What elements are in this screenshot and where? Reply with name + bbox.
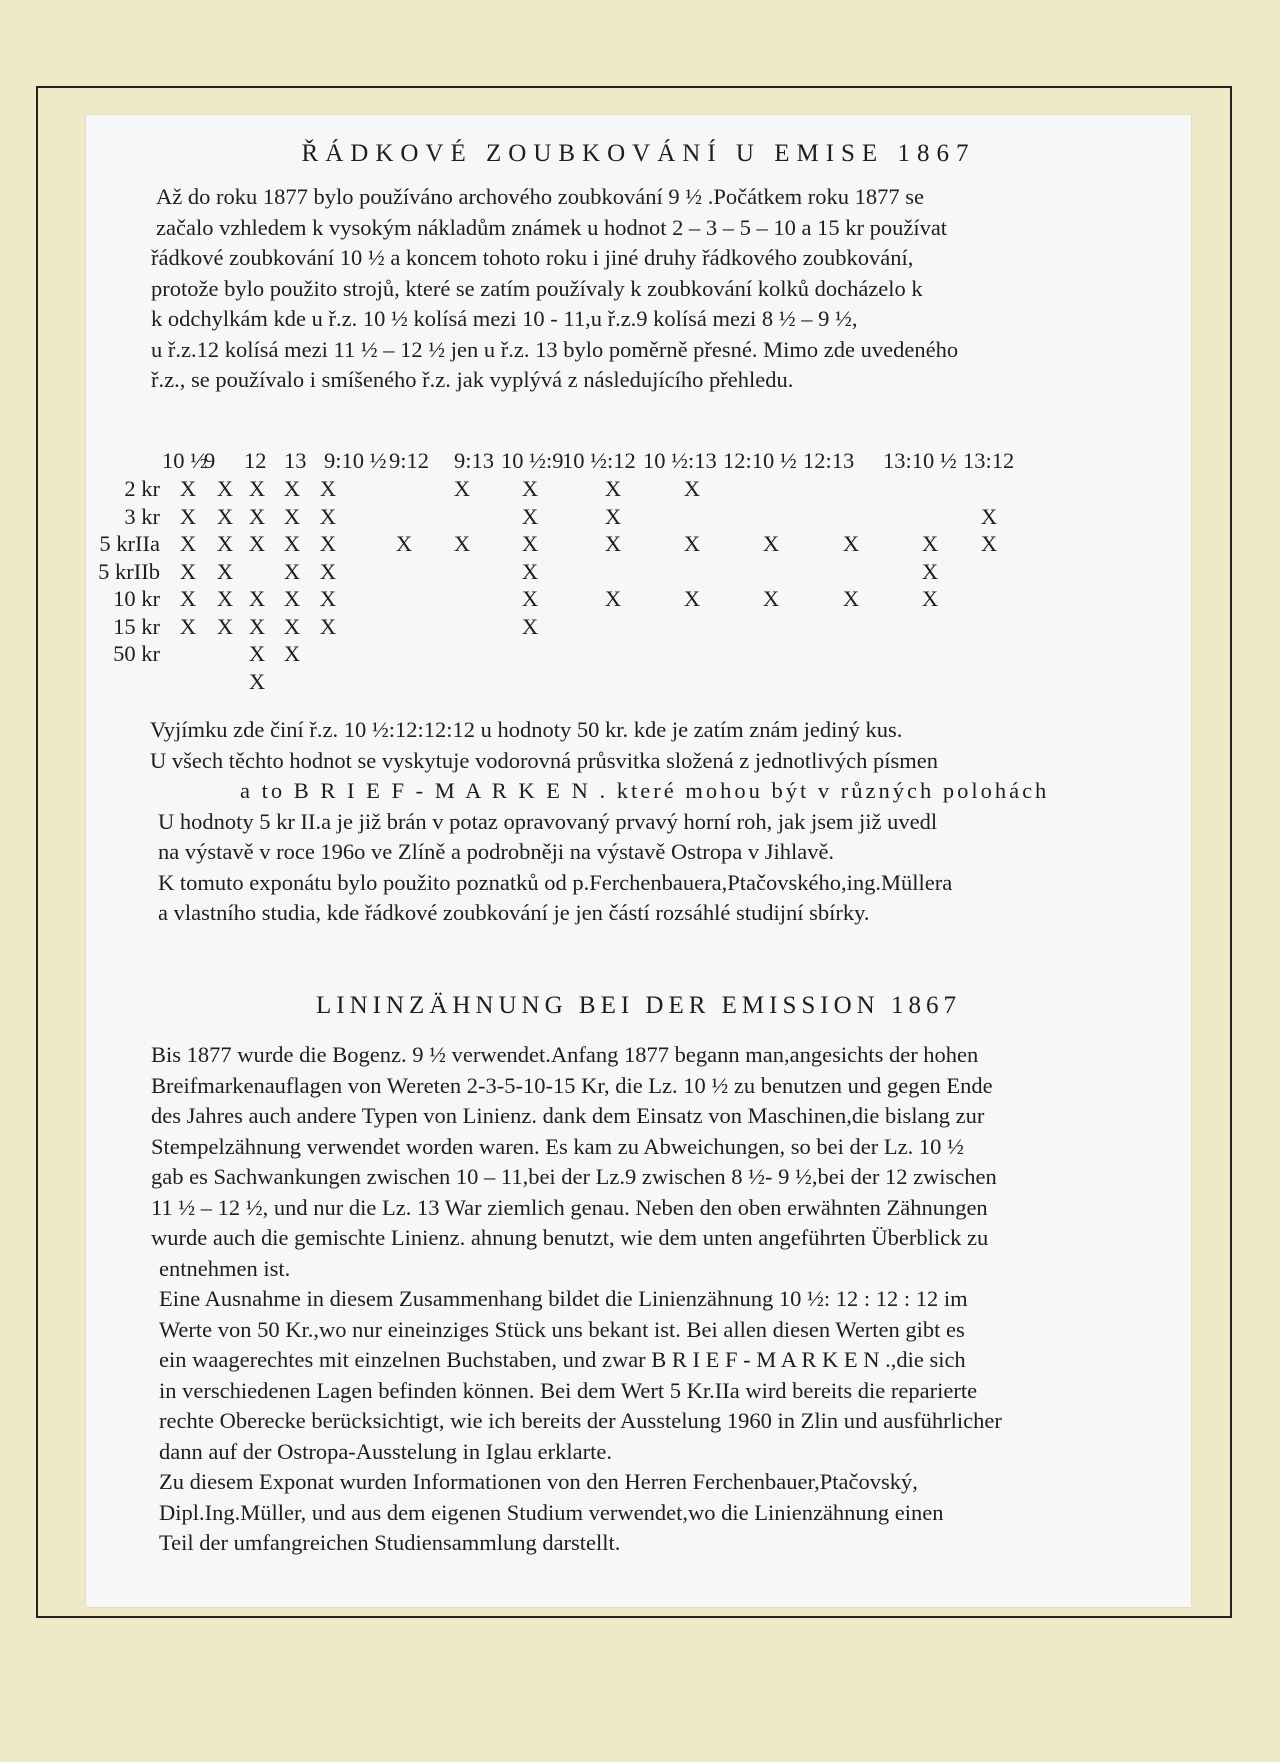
table-mark: X	[319, 503, 337, 529]
table-mark: X	[842, 531, 860, 556]
german-line: Breifmarkenauflagen von Wereten 2-3-5-10-15 Kr, die Lz. 10 ½ zu benutzen und gegen Ende	[151, 1072, 993, 1098]
table-mark: X	[248, 531, 266, 556]
table-mark: X	[921, 586, 939, 611]
column-header: 9:10 ½	[324, 448, 387, 473]
table-mark: X	[980, 503, 998, 529]
exhibit-sheet	[86, 115, 1191, 1607]
table-mark: X	[604, 531, 622, 556]
german-line: 11 ½ – 12 ½, und nur die Lz. 13 War ziemlich genau. Neben den oben erwähnten Zähnungen	[151, 1194, 988, 1220]
table-mark: X	[453, 531, 471, 556]
czech-intro-line: protože bylo použito strojů, které se zatím používaly k zoubkování kolků docházelo k	[151, 275, 923, 301]
german-line: rechte Oberecke berücksichtigt, wie ich bereits der Ausstelung 1960 in Zlin und ausführlicher	[159, 1408, 1002, 1433]
german-line: ein waagerechtes mit einzelnen Buchstaben, und zwar B R I E F - M A R K E N .,die sich	[159, 1347, 966, 1372]
table-mark: X	[248, 668, 266, 694]
table-mark: X	[521, 586, 539, 611]
german-line: Zu diesem Exponat wurden Informationen von den Herren Ferchenbauer,Ptačovský,	[159, 1469, 918, 1494]
row-label: 5 krIIb	[98, 558, 160, 584]
table-mark: X	[216, 531, 234, 556]
table-mark: X	[921, 558, 939, 584]
row-label: 2 kr	[124, 476, 160, 501]
table-mark: X	[319, 613, 337, 639]
german-title: LININZÄHNUNG BEI DER EMISSION 1867	[316, 992, 961, 1019]
table-mark: X	[283, 503, 301, 529]
czech-closing-line: Vyjímku zde činí ř.z. 10 ½:12:12:12 u hodnoty 50 kr. kde je zatím znám jediný kus.	[150, 717, 903, 742]
table-mark: X	[248, 586, 266, 611]
table-mark: X	[683, 586, 701, 611]
table-mark: X	[283, 558, 301, 584]
table-mark: X	[521, 613, 539, 639]
czech-closing-line: a to B R I E F - M A R K E N . které mohou být v různých polohách	[240, 778, 1050, 803]
table-mark: X	[179, 476, 197, 501]
table-mark: X	[216, 476, 234, 501]
czech-intro-paragraph	[151, 182, 958, 396]
column-header: 12:13	[803, 448, 855, 473]
row-label: 3 kr	[124, 503, 160, 529]
german-line: gab es Sachwankungen zwischen 10 – 11,bei der Lz.9 zwischen 8 ½- 9 ½,bei der 12 zwischen	[151, 1164, 997, 1189]
german-paragraph	[151, 1040, 1002, 1559]
czech-intro-line: začalo vzhledem k vysokým nákladům známek u hodnot 2 – 3 – 5 – 10 a 15 kr používat	[156, 214, 948, 240]
czech-intro-line: řádkové zoubkování 10 ½ a koncem tohoto roku i jiné druhy řádkového zoubkování,	[151, 245, 914, 270]
table-mark: X	[283, 613, 301, 639]
column-header: 9:13	[454, 448, 495, 473]
german-line: Werte von 50 Kr.,wo nur eineinziges Stück uns bekant ist. Bei allen diesen Werten gibt es	[159, 1316, 965, 1342]
table-mark: X	[604, 586, 622, 611]
table-mark: X	[179, 613, 197, 639]
table-mark: X	[283, 586, 301, 611]
table-mark: X	[762, 531, 780, 556]
czech-closing-line: U všech těchto hodnot se vyskytuje vodorovná průsvitka složená z jednotlivých písmen	[150, 747, 938, 773]
table-mark: X	[319, 531, 337, 556]
column-header: 12:10 ½	[723, 448, 797, 473]
czech-closing-line: K tomuto exponátu bylo použito poznatků od p.Ferchenbauera,Ptačovského,ing.Müllera	[158, 869, 953, 895]
column-header: 10 ½:13	[643, 448, 717, 473]
table-mark: X	[248, 503, 266, 529]
column-header: 13:10 ½	[883, 448, 957, 473]
german-line: wurde auch die gemischte Linienz. ahnung benutzt, wie dem unten angeführten Überblick zu	[151, 1225, 989, 1250]
row-label: 15 kr	[113, 613, 160, 639]
table-mark: X	[216, 503, 234, 529]
german-line: dann auf der Ostropa-Ausstelung in Iglau erklarte.	[159, 1438, 612, 1464]
german-line: in verschiedenen Lagen befinden können. Bei dem Wert 5 Kr.IIa wird bereits die reparierte	[159, 1377, 978, 1403]
table-mark: X	[216, 613, 234, 639]
column-header: 10 ½:12	[562, 448, 636, 473]
german-line: Dipl.Ing.Müller, und aus dem eigenen Studium verwendet,wo die Linienzähnung einen	[159, 1499, 944, 1525]
column-header: 12	[244, 448, 267, 473]
row-label: 50 kr	[113, 641, 160, 666]
table-mark: X	[216, 558, 234, 584]
table-mark: X	[319, 476, 337, 501]
table-mark: X	[521, 476, 539, 501]
german-line: des Jahres auch andere Typen von Linienz. dank dem Einsatz von Maschinen,die bislang zur	[151, 1103, 985, 1128]
table-mark: X	[283, 476, 301, 501]
table-mark: X	[604, 503, 622, 529]
column-header: 9:12	[389, 448, 430, 473]
table-mark: X	[179, 503, 197, 529]
table-mark: X	[248, 613, 266, 639]
czech-closing-line: U hodnoty 5 kr II.a je již brán v potaz opravovaný prvavý horní roh, jak jsem již uvedl	[158, 808, 938, 834]
czech-intro-line: u ř.z.12 kolísá mezi 11 ½ – 12 ½ jen u ř.z. 13 bylo poměrně přesné. Mimo zde uvedeného	[151, 336, 959, 362]
table-mark: X	[521, 531, 539, 556]
table-mark: X	[683, 531, 701, 556]
table-mark: X	[248, 641, 266, 666]
german-line: Teil der umfangreichen Studiensammlung darstellt.	[159, 1530, 621, 1555]
table-mark: X	[179, 586, 197, 611]
czech-title: ŘÁDKOVÉ ZOUBKOVÁNÍ U EMISE 1867	[301, 140, 976, 167]
table-mark: X	[980, 531, 998, 556]
column-header: 10 ½	[162, 448, 207, 473]
table-mark: X	[395, 531, 413, 556]
table-mark: X	[521, 558, 539, 584]
table-mark: X	[319, 558, 337, 584]
czech-closing-line: a vlastního studia, kde řádkové zoubkování je jen částí rozsáhlé studijní sbírky.	[158, 900, 870, 925]
german-line: Bis 1877 wurde die Bogenz. 9 ½ verwendet.Anfang 1877 begann man,angesichts der hohen	[151, 1042, 979, 1067]
czech-closing-line: na výstavě v roce 196o ve Zlíně a podrobněji na výstavě Ostropa v Jihlavě.	[158, 839, 835, 864]
czech-intro-line: Až do roku 1877 bylo používáno archového zoubkování 9 ½ .Počátkem roku 1877 se	[156, 184, 924, 209]
table-mark: X	[453, 476, 471, 501]
table-mark: X	[179, 558, 197, 584]
table-mark: X	[248, 476, 266, 501]
table-mark: X	[842, 586, 860, 611]
czech-intro-line: k odchylkám kde u ř.z. 10 ½ kolísá mezi 10 - 11,u ř.z.9 kolísá mezi 8 ½ – 9 ½,	[151, 306, 858, 331]
table-mark: X	[683, 476, 701, 501]
row-label: 5 krIIa	[99, 531, 160, 556]
table-mark: X	[216, 586, 234, 611]
table-mark: X	[921, 531, 939, 556]
column-header: 9	[204, 448, 216, 473]
row-label: 10 kr	[113, 586, 160, 611]
column-header: 13	[284, 448, 307, 473]
table-mark: X	[762, 586, 780, 611]
czech-closing-paragraph	[150, 715, 1049, 929]
table-mark: X	[604, 476, 622, 501]
german-line: Stempelzähnung verwendet worden waren. Es kam zu Abweichungen, so bei der Lz. 10 ½	[151, 1133, 964, 1159]
german-line: entnehmen ist.	[159, 1255, 291, 1281]
table-mark: X	[521, 503, 539, 529]
german-line: Eine Ausnahme in diesem Zusammenhang bildet die Linienzähnung 10 ½: 12 : 12 : 12 im	[159, 1286, 968, 1311]
table-mark: X	[283, 641, 301, 666]
table-mark: X	[319, 586, 337, 611]
column-header: 13:12	[963, 448, 1015, 473]
czech-intro-line: ř.z., se používalo i smíšeného ř.z. jak vyplývá z následujícího přehledu.	[151, 367, 794, 392]
column-header: 10 ½:9	[501, 448, 564, 473]
table-mark: X	[179, 531, 197, 556]
table-mark: X	[283, 531, 301, 556]
